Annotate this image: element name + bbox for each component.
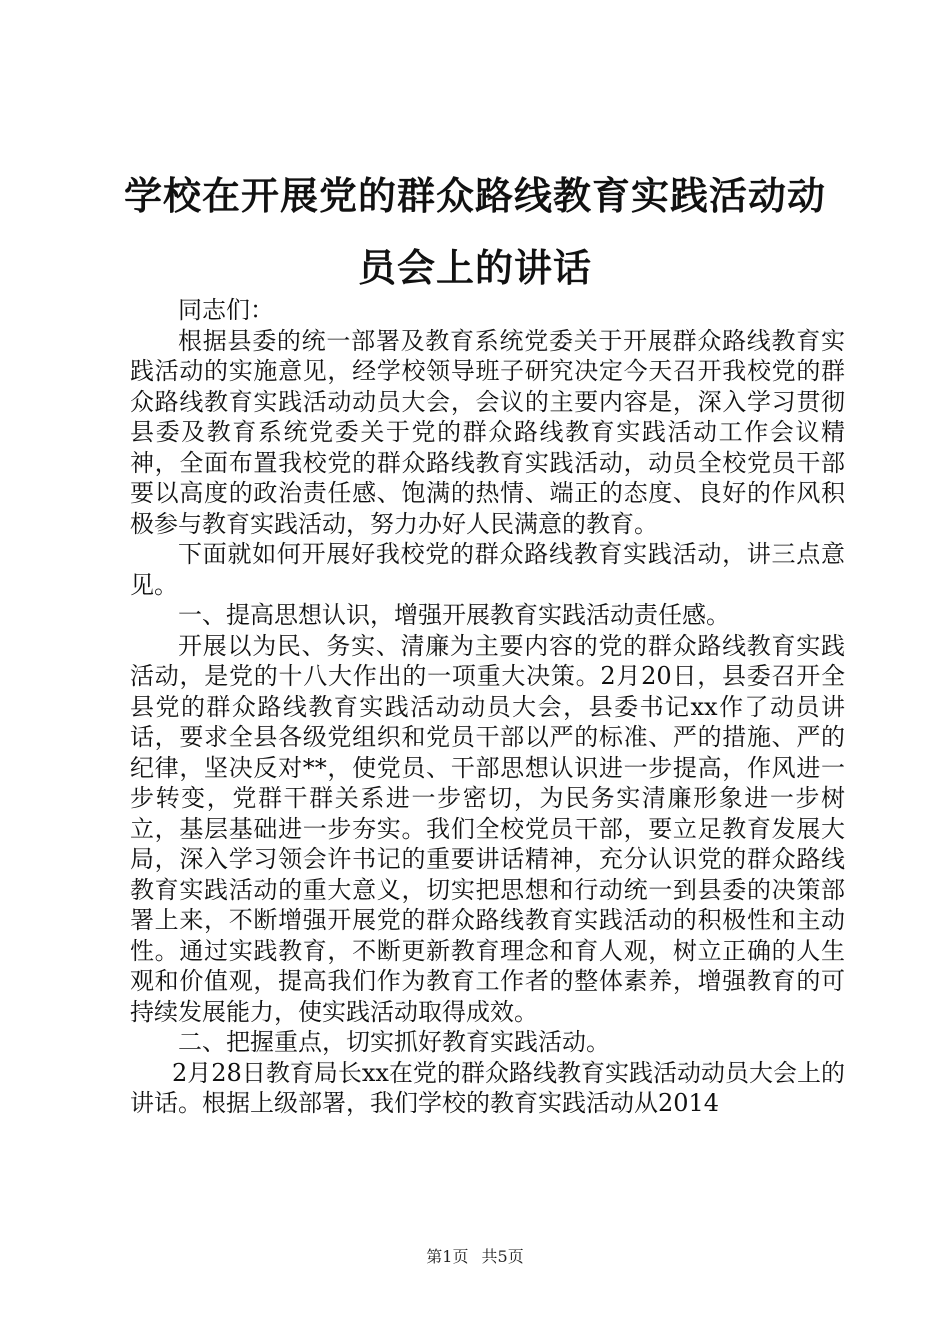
paragraph-overview: 下面就如何开展好我校党的群众路线教育实践活动，讲三点意见。 [130,540,845,599]
document-title: 学校在开展党的群众路线教育实践活动动员会上的讲话 [123,173,826,290]
section-heading-1: 一、提高思想认识，增强开展教育实践活动责任感。 [178,601,730,629]
paragraph-intro: 根据县委的统一部署及教育系统党委关于开展群众路线教育实践活动的实施意见，经学校领导班子研究决定今天召开我校党的群众路线教育实践活动动员大会，会议的主要内容是，深入学习贯彻县委及教育系统党委关于党的群众路线教育实践活动工作会议精神，全面布置我校党的群众路线教育实践活动，动员全校党员干部要以高度的政治责任感、饱满的热情、端正的态度、良好的作风积极参与教育实践活动，努力办好人民满意的教育。 [130,326,845,538]
page-footer [0,1244,950,1267]
page-number: 第1页 [426,1247,469,1266]
salutation: 同志们： [178,296,274,324]
paragraph-section-1: 开展以为民、务实、清廉为主要内容的党的群众路线教育实践活动，是党的十八大作出的一项重大决策。2月20日，县委召开全县党的群众路线教育实践活动动员大会，县委书记xx作了动员讲话，要求全县各级党组织和党员干部以严的标准、严的措施、严的纪律，坚决反对**，使党员、干部思想认识进一步提高，作风进一步转变，党群干群关系进一步密切，为民务实清廉形象进一步树立，基层基础进一步夯实。我们全校党员干部，要立足教育发展大局，深入学习领会许书记的重要讲话精神，充分认识党的群众路线教育实践活动的重大意义，切实把思想和行动统一到县委的决策部署上来，不断增强开展党的群众路线教育实践活动的积极性和主动性。通过实践教育，不断更新教育理念和育人观，树立正确的人生观和价值观，提高我们作为教育工作者的整体素养，增强教育的可持续发展能力，使实践活动取得成效。 [130,631,845,1026]
document-body [130,295,845,1119]
section-heading-2: 二、把握重点，切实抓好教育实践活动。 [178,1028,610,1056]
page-total: 共5页 [481,1247,524,1266]
paragraph-section-2: 2月28日教育局长xx在党的群众路线教育实践活动动员大会上的讲话。根据上级部署，我们学校的教育实践活动从2014 [130,1058,845,1117]
